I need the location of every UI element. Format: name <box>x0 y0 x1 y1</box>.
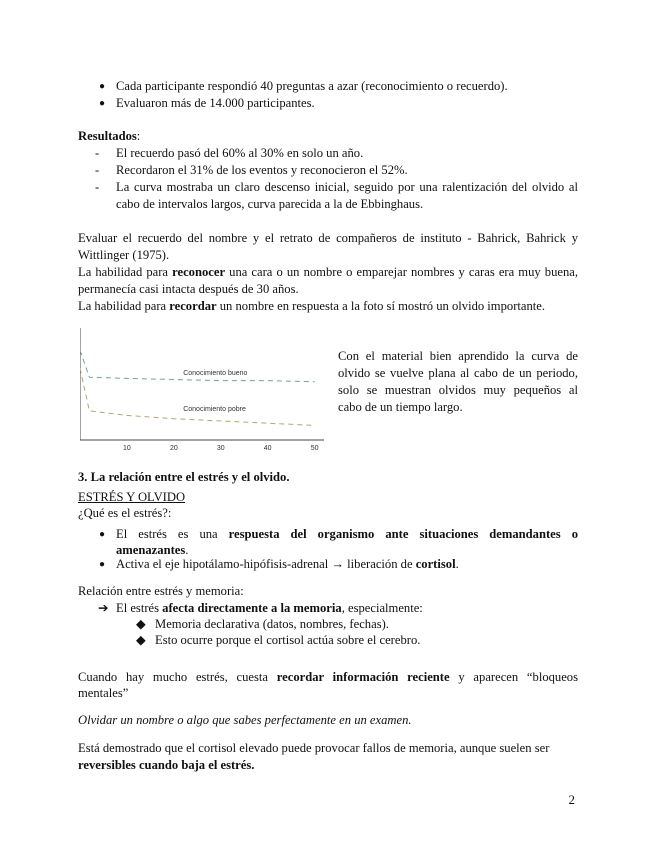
results-heading: Resultados: <box>78 129 141 143</box>
result-item-1: El recuerdo pasó del 60% al 30% en solo un año. <box>116 146 364 160</box>
bahrick-recall: La habilidad para recordar un nombre en respuesta a la foto sí mostró un olvido importante. <box>78 299 546 313</box>
stress-consequence-cont: mentales” <box>78 686 129 700</box>
intro-bullet-2: Evaluaron más de 14.000 participantes. <box>116 96 315 110</box>
series-line-1 <box>80 350 315 381</box>
result-item-3: La curva mostraba un claro descenso inicial, seguido por una ralentización del olvido al <box>116 180 578 194</box>
x-tick-label: 20 <box>169 445 178 452</box>
example-text: Olvidar un nombre o algo que sabes perfectamente en un examen. <box>78 713 412 727</box>
stress-definition: El estrés es una respuesta del organismo ante situaciones demandantes o <box>116 527 578 541</box>
bahrick-recognize: La habilidad para reconocer una cara o un nombre o emparejar nombres y caras era muy buena, <box>78 265 578 279</box>
x-tick-label: 50 <box>310 445 319 452</box>
forgetting-curve-chart <box>80 328 326 456</box>
dash-marker: - <box>95 146 100 160</box>
stress-definition-cont: amenazantes. <box>116 543 189 557</box>
arrow-right-icon: ➔ <box>98 601 109 615</box>
chart-caption-line-1: Con el material bien aprendido la curva de <box>338 349 578 363</box>
dash-marker: - <box>95 163 100 177</box>
bahrick-recognize-cont: permanecía casi intacta después de 30 años. <box>78 282 299 296</box>
diamond-icon: ◆ <box>136 633 146 647</box>
bahrick-line-2: Wittlinger (1975). <box>78 248 170 262</box>
dash-marker: - <box>95 180 100 194</box>
stress-memory-relation: Relación entre estrés y memoria: <box>78 584 244 598</box>
stress-affects-memory: El estrés afecta directamente a la memoria, especialmente: <box>116 601 423 615</box>
declarative-memory: Memoria declarativa (datos, nombres, fechas). <box>155 617 389 631</box>
section-heading: 3. La relación entre el estrés y el olvido. <box>78 470 290 484</box>
final-paragraph-cont: reversibles cuando baja el estrés. <box>78 758 255 772</box>
intro-bullet-1: Cada participante respondió 40 preguntas a azar (reconocimiento o recuerdo). <box>116 79 508 93</box>
series-label-2: Conocimiento pobre <box>183 405 246 413</box>
bahrick-line-1: Evaluar el recuerdo del nombre y el retrato de compañeros de instituto - Bahrick, Bahrick y <box>78 231 578 245</box>
stress-consequence: Cuando hay mucho estrés, cuesta recordar información reciente y aparecen “bloqueos <box>78 670 578 684</box>
bullet-icon: ● <box>99 529 106 540</box>
result-item-3-cont: cabo de intervalos largos, curva parecida a la de Ebbinghaus. <box>116 197 424 211</box>
chart-caption-line-4: cabo de un tiempo largo. <box>338 400 463 414</box>
x-tick-label: 40 <box>263 445 272 452</box>
bullet-icon: ● <box>99 98 106 109</box>
chart-caption-line-3: solo se muestran olvidos muy pequeños al <box>338 383 578 397</box>
x-tick-label: 30 <box>216 445 225 452</box>
section-subheading: ESTRÉS Y OLVIDO <box>78 490 186 504</box>
result-item-2: Recordaron el 31% de los eventos y reconocieron el 52%. <box>116 163 408 177</box>
final-paragraph: Está demostrado que el cortisol elevado puede provocar fallos de memoria, aunque suelen ser <box>78 741 550 755</box>
bullet-icon: ● <box>99 559 106 570</box>
hpa-axis: Activa el eje hipotálamo-hipófisis-adrenal → liberación de cortisol. <box>116 557 459 571</box>
diamond-icon: ◆ <box>136 617 146 631</box>
stress-question: ¿Qué es el estrés?: <box>78 506 172 520</box>
page-number: 2 <box>568 792 575 807</box>
series-label-1: Conocimiento bueno <box>183 370 248 378</box>
cortisol-brain: Esto ocurre porque el cortisol actúa sobre el cerebro. <box>155 633 421 647</box>
x-tick-label: 10 <box>123 445 131 452</box>
chart-caption-line-2: olvido se vuelve plana al cabo de un periodo, <box>338 366 578 380</box>
bullet-icon: ● <box>99 81 106 92</box>
